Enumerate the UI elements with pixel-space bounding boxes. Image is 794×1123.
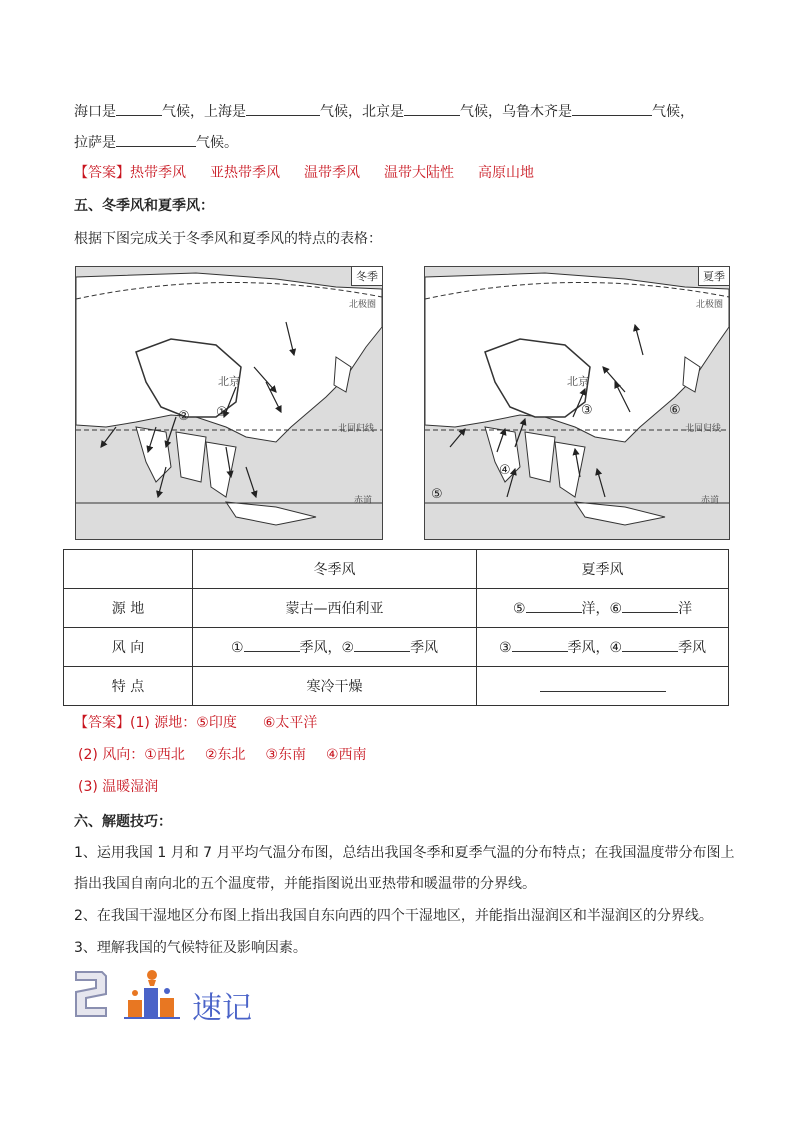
- summer-source-cell: ⑤ 洋，⑥ 洋: [477, 589, 729, 628]
- table-header-row: [64, 550, 729, 589]
- answer-monsoon-2: (2) 风向：①西北 ②东北 ③东南 ④西南: [78, 747, 367, 763]
- table-header-blank: [64, 550, 193, 589]
- row-label-feature: 特 点: [64, 667, 193, 706]
- winter-marker-1: ①: [216, 405, 228, 420]
- table-row: [64, 628, 729, 667]
- table-header-summer: 夏季风: [477, 550, 729, 589]
- answer-climate-types: 【答案】热带季风 亚热带季风 温带季风 温带大陆性 高原山地: [74, 165, 534, 181]
- table-row: [64, 667, 729, 706]
- summer-monsoon-map: [424, 266, 730, 540]
- summer-tropic-label: 北回归线: [684, 424, 721, 434]
- winter-source-cell: 蒙古—西伯利亚: [193, 589, 477, 628]
- winter-equator-label: 赤道: [353, 496, 372, 506]
- winter-arctic-circle-label: 北极圈: [348, 300, 376, 310]
- section-5-intro: 根据下图完成关于冬季风和夏季风的特点的表格：: [74, 231, 382, 247]
- section-6-item-1a: 1、运用我国 1 月和 7 月平均气温分布图，总结出我国冬季和夏季气温的分布特点；在我国温度带分布图上: [74, 845, 735, 861]
- section-6-item-1b: 指出我国自南向北的五个温度带，并能指图说出亚热带和暖温带的分界线。: [74, 876, 536, 892]
- summer-feature-cell: [477, 667, 729, 706]
- section-5-title: 五、冬季风和夏季风：: [74, 198, 214, 214]
- winter-marker-2: ②: [178, 409, 190, 424]
- climate-fill-line-1: 海口是 气候，上海是 气候，北京是 气候，乌鲁木齐是 气候，: [74, 101, 694, 122]
- answer-monsoon-1: 【答案】(1) 源地：⑤印度 ⑥太平洋: [74, 715, 318, 731]
- summer-marker-3: ③: [581, 403, 593, 418]
- row-label-source: 源 地: [64, 589, 193, 628]
- section-6-item-3: 3、理解我国的气候特征及影响因素。: [74, 940, 307, 956]
- winter-map-label: 冬季: [351, 267, 382, 286]
- podium-trophy-icon: [124, 968, 180, 1024]
- section-number-graphic: [72, 968, 112, 1024]
- summer-direction-cell: ③ 季风，④ 季风: [477, 628, 729, 667]
- summer-equator-label: 赤道: [700, 496, 719, 506]
- row-label-direction: 风 向: [64, 628, 193, 667]
- table-row: [64, 589, 729, 628]
- footer-heading-title: 速记: [192, 991, 252, 1026]
- climate-fill-line-2: 拉萨是 气候。: [74, 132, 238, 153]
- winter-map-graphic: [76, 267, 382, 539]
- summer-map-graphic: [425, 267, 729, 539]
- summer-marker-6: ⑥: [669, 403, 681, 418]
- winter-direction-cell: ① 季风，② 季风: [193, 628, 477, 667]
- summer-beijing-label: 北京: [567, 375, 589, 388]
- monsoon-table: [63, 549, 729, 706]
- winter-beijing-label: 北京: [218, 375, 240, 388]
- summer-marker-4: ④: [499, 463, 511, 478]
- answer-monsoon-3: (3) 温暖湿润: [78, 779, 159, 795]
- summer-arctic-circle-label: 北极圈: [695, 300, 723, 310]
- summer-marker-5: ⑤: [431, 487, 443, 502]
- table-header-winter: 冬季风: [193, 550, 477, 589]
- summer-map-label: 夏季: [698, 267, 729, 286]
- section-6-title: 六、解题技巧：: [74, 814, 172, 830]
- winter-tropic-label: 北回归线: [337, 424, 374, 434]
- number-2-icon: [72, 968, 112, 1020]
- winter-monsoon-map: [75, 266, 383, 540]
- section-6-item-2: 2、在我国干湿地区分布图上指出我国自东向西的四个干湿地区，并能指出湿润区和半湿润区的分界线。: [74, 908, 713, 924]
- winter-feature-cell: 寒冷干燥: [193, 667, 477, 706]
